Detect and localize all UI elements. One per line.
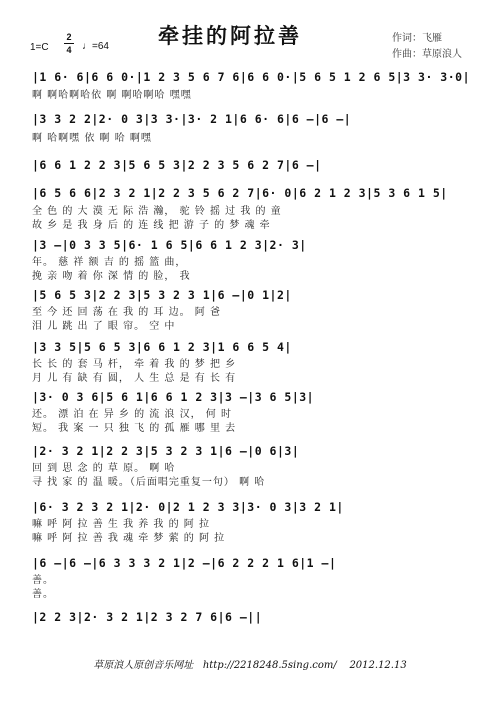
score-system-3 [32,158,472,176]
composer-credit: 作曲：草原浪人 [392,49,462,60]
lyric-line-verse-1: 回 到 思 念 的 草 原。 啊 哈 [32,463,176,474]
footer-date: 2012.12.13 [349,660,407,671]
notation-line: |3 3 2 2|2· 0 3|3 3·|3· 2 1|6 6· 6|6 —|6 —| [32,112,352,126]
score-system-10 [32,500,472,544]
lyric-line-verse-2: 短。 我 案 一 只 独 飞 的 孤 雁 哪 里 去 [32,423,237,434]
notation-line: |2· 3 2 1|2 2 3|5 3 2 3 1|6 —|0 6|3| [32,444,300,458]
notation-line: |2 2 3|2· 3 2 1|2 3 2 7 6|6 —|| [32,610,263,624]
notation-line: |3 —|0 3 3 5|6· 1 6 5|6 6 1 2 3|2· 3| [32,238,307,252]
score-system-8 [32,390,472,434]
lyricist-credit: 作词：飞雁 [392,33,442,44]
notation-line: |6 6 1 2 2 3|5 6 5 3|2 2 3 5 6 2 7|6 —| [32,158,322,172]
score-system-7 [32,340,472,384]
score-system-5 [32,238,472,282]
song-title: 牵挂的阿拉善 [158,24,302,48]
notation-line: |6· 3 2 3 2 1|2· 0|2 1 2 3 3|3· 0 3|3 2 1| [32,500,344,514]
lyric-line-verse-2: 泪 儿 跳 出 了 眼 帘。 空 中 [32,321,176,332]
meter-top: 2 [66,32,72,42]
footer-url[interactable]: http://2218248.5sing.com/ [202,660,337,671]
notation-line: |6 —|6 —|6 3 3 3 2 1|2 —|6 2 2 2 1 6|1 —| [32,556,337,570]
lyric-line-verse-1: 全 色 的 大 漠 无 际 浩 瀚， 驼 铃 摇 过 我 的 童 [32,206,282,217]
lyric-line-verse-1: 长 长 的 套 马 杆， 牵 着 我 的 梦 把 乡 [32,359,237,370]
score-system-2 [32,112,472,144]
notation-line: |3· 0 3 6|5 6 1|6 6 1 2 3|3 —|3 6 5|3| [32,390,315,404]
score-system-9 [32,444,472,488]
lyric-line-verse-2: 善。 [32,589,54,600]
lyric-line-verse-2: 嘛 呼 阿 拉 善 我 魂 牵 梦 萦 的 阿 拉 [32,533,226,544]
lyric-line-verse-1: 还。 漂 泊 在 异 乡 的 流 浪 汉， 何 时 [32,409,232,420]
score-system-12 [32,610,472,630]
notation-line: |3 3 5|5 6 5 3|6 6 1 2 3|1 6 6 5 4| [32,340,292,354]
lyric-line-verse-1: 嘛 呼 阿 拉 善 生 我 养 我 的 阿 拉 [32,519,210,530]
score-system-11 [32,556,472,600]
footer-site-name: 草原浪人原创音乐网址 [93,660,194,671]
lyric-line-verse-2: 寻 找 家 的 温 暖。（后面唱完重复一句） 啊 哈 [32,477,266,488]
notation-line: |5 6 5 3|2 2 3|5 3 2 3 1|6 —|0 1|2| [32,288,292,302]
score-system-6 [32,288,472,332]
lyric-line-verse-2: 故 乡 是 我 身 后 的 连 线 把 游 子 的 梦 魂 牵 [32,220,271,231]
lyric-line-verse-1: 年。 慈 祥 额 吉 的 摇 篮 曲， [32,257,187,268]
lyric-line: 啊 啊哈啊哈依 啊 啊哈啊哈 嘿嘿 [32,90,192,100]
time-signature [64,32,74,55]
key-signature: 1=C [30,42,49,53]
meter-bottom: 4 [66,45,72,55]
notation-line: |6 5 6 6|2 3 2 1|2 2 3 5 6 2 7|6· 0|6 2 1 2 3|5 3 6 1 5| [32,186,448,200]
lyric-line-verse-1: 至 今 还 回 荡 在 我 的 耳 边。 阿 爸 [32,307,221,318]
notation-line: |1 6· 6|6 6 0·|1 2 3 5 6 7 6|6 6 0·|5 6 5 1 2 6 5|3 3· 3·0| [32,70,470,84]
footer [0,656,500,671]
lyric-line-verse-2: 月 儿 有 缺 有 圆， 人 生 总 是 有 长 有 [32,373,237,384]
lyric-line: 啊 哈啊嘿 依 啊 哈 啊嘿 [32,133,152,144]
lyric-line-verse-2: 挽 亲 吻 着 你 深 情 的 脸， 我 [32,271,191,282]
tempo-marking: ♩=64 [82,41,109,52]
lyric-line-verse-1: 善。 [32,575,54,586]
score-system-1 [32,70,472,100]
score-system-4 [32,186,472,232]
